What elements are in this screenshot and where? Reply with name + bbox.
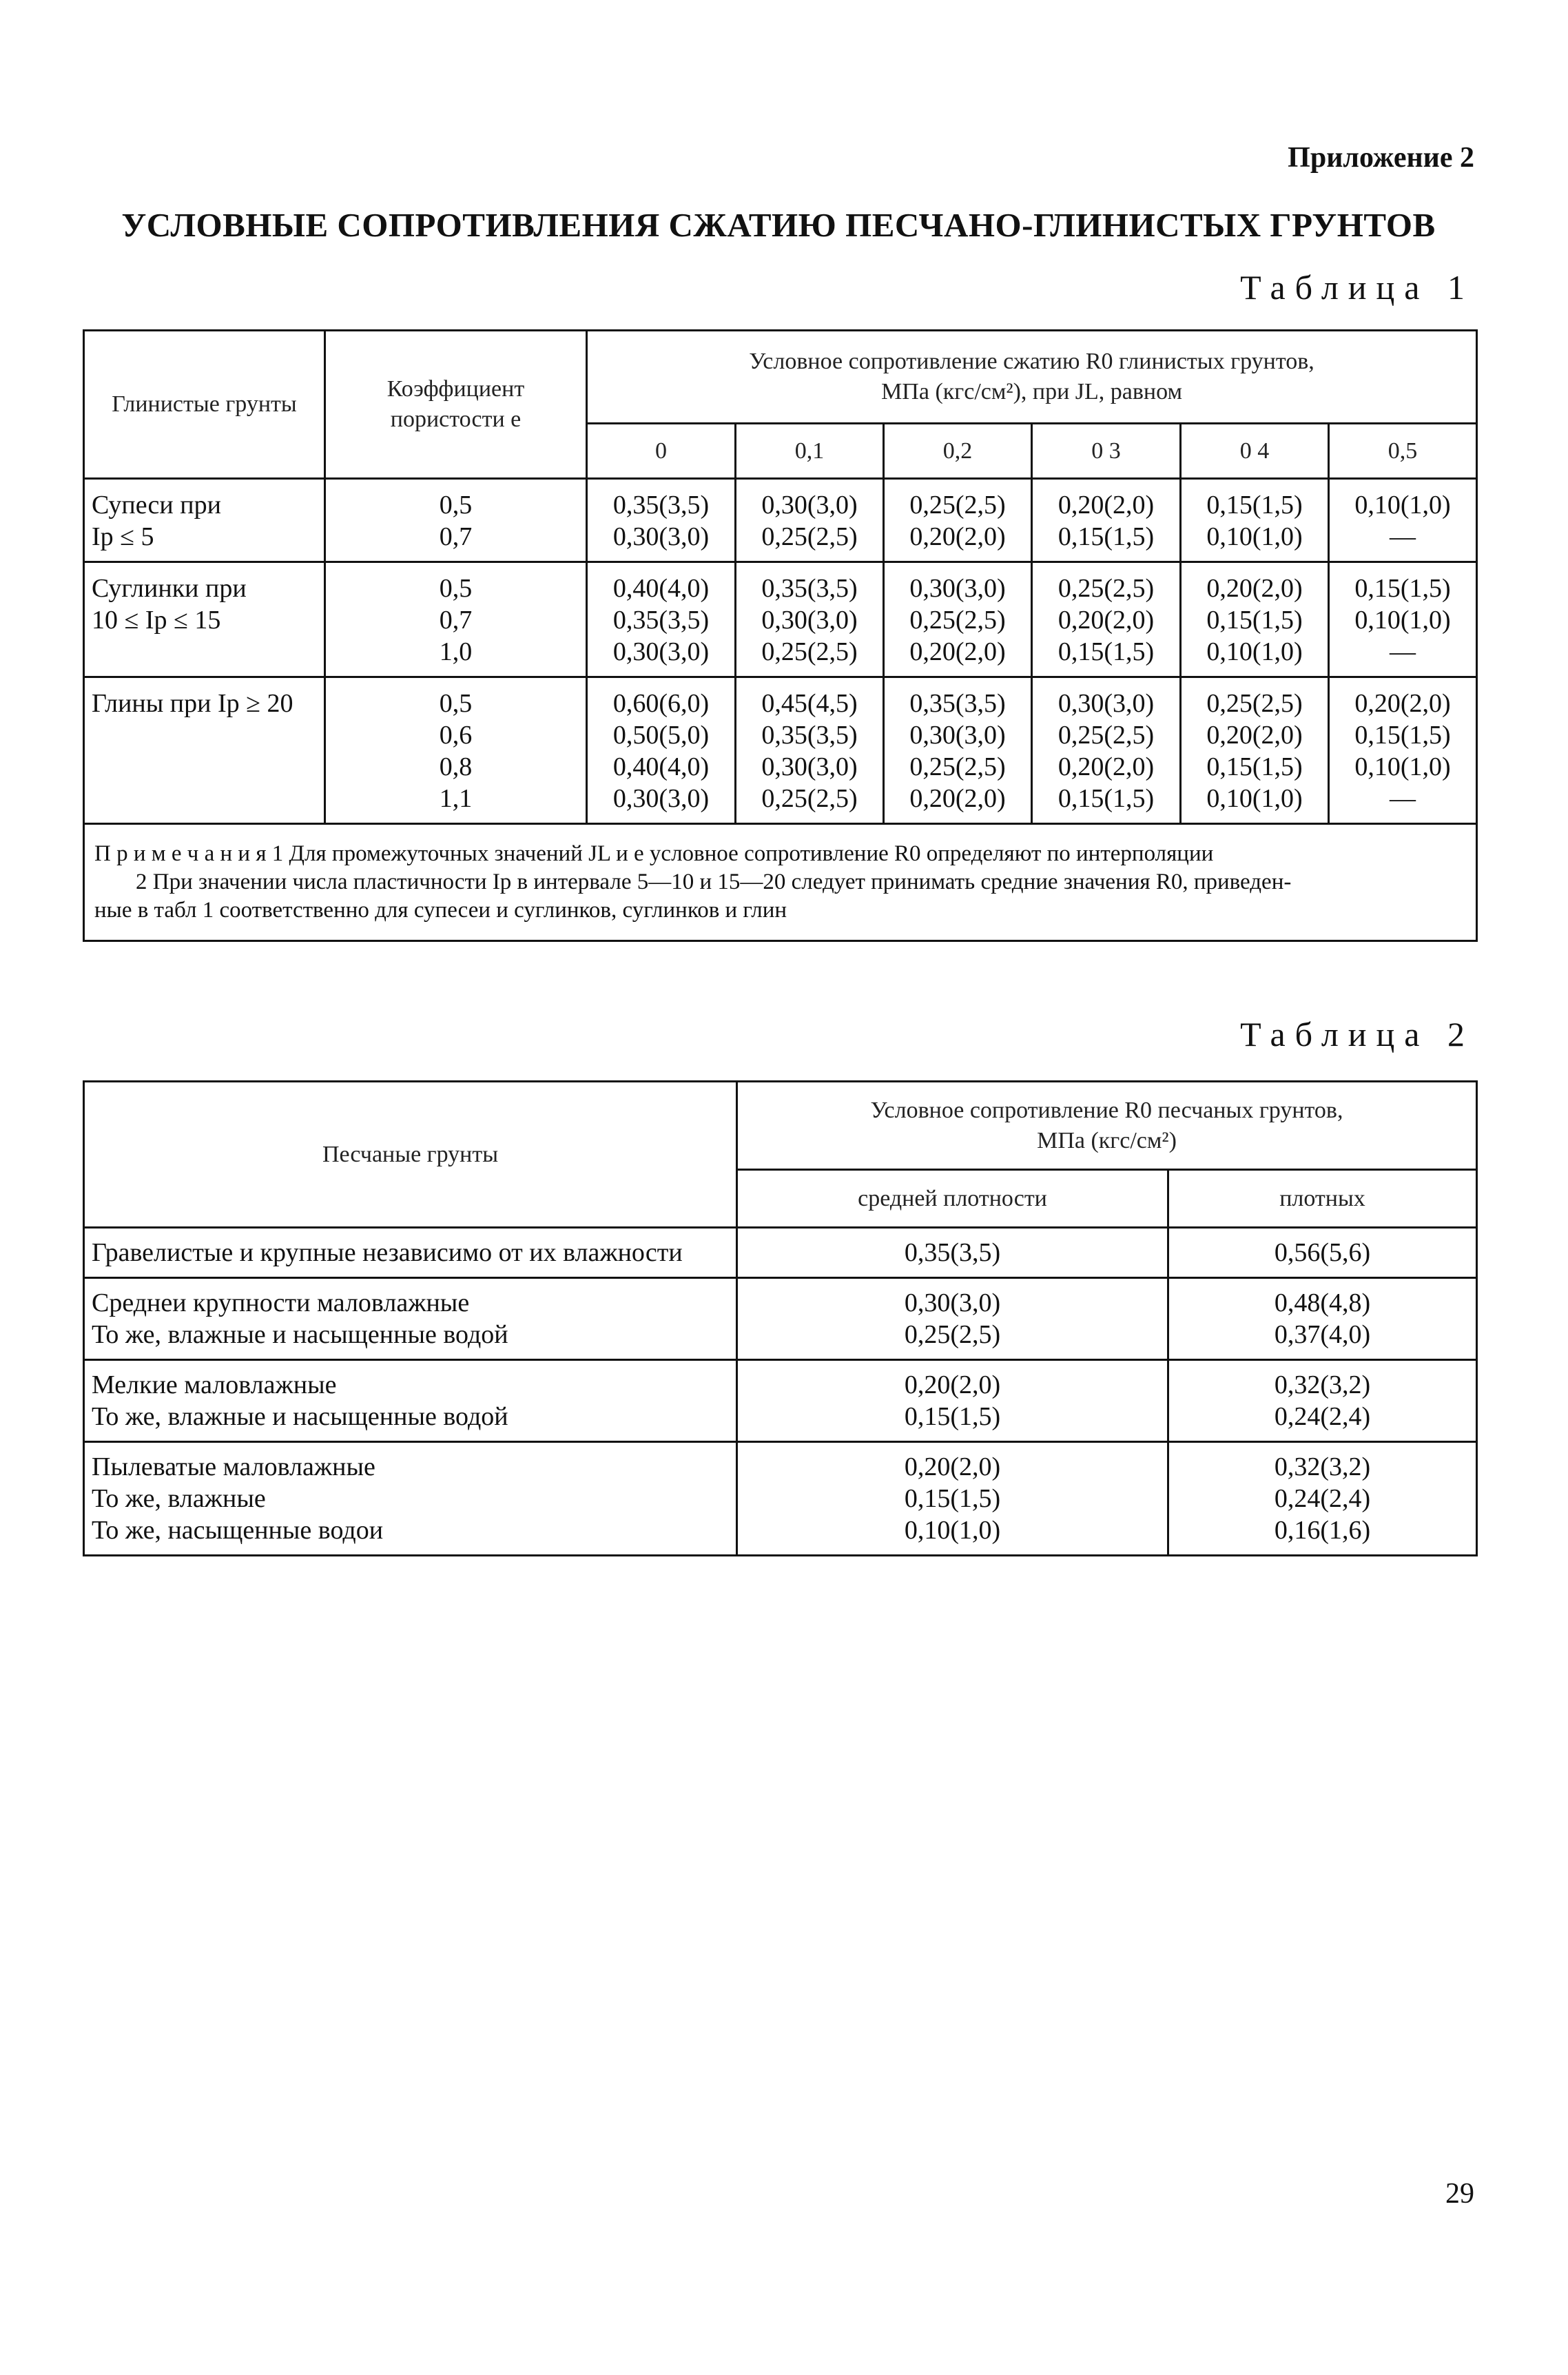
dense-value: 0,48(4,8) xyxy=(1274,1288,1371,1317)
table-row xyxy=(84,677,1477,824)
porosity-cell xyxy=(325,677,587,824)
porosity-value: 1,0 xyxy=(439,637,473,666)
resistance-value: 0,25(2,5) xyxy=(909,491,1006,520)
header-resistance-line2: МПа (кгс/см²), при JL, равном xyxy=(881,379,1182,404)
resistance-cell xyxy=(587,479,736,562)
dense-value-cell xyxy=(1168,1228,1477,1278)
resistance-cell xyxy=(736,479,884,562)
resistance-value: — xyxy=(1390,522,1416,551)
resistance-value: 0,25(2,5) xyxy=(1206,689,1303,718)
header-clay-soils: Глинистые грунты xyxy=(84,331,325,479)
resistance-value: 0,30(3,0) xyxy=(612,784,710,813)
soil-name: Суглинки при xyxy=(92,574,247,603)
porosity-cell xyxy=(325,479,587,562)
resistance-value: 0,20(2,0) xyxy=(1058,491,1155,520)
resistance-value: 0,10(1,0) xyxy=(1206,784,1303,813)
header-jl-value: 0 3 xyxy=(1032,424,1181,479)
resistance-value: 0,30(3,0) xyxy=(909,721,1006,750)
resistance-cell xyxy=(1032,479,1181,562)
soil-name-cell xyxy=(84,562,325,677)
porosity-cell xyxy=(325,562,587,677)
sand-name: То же, насыщенные водои xyxy=(92,1516,384,1545)
soil-name: Супеси при xyxy=(92,491,221,520)
resistance-value: 0,20(2,0) xyxy=(1206,721,1303,750)
table-row xyxy=(84,562,1477,677)
resistance-cell xyxy=(1181,677,1329,824)
soil-name: 10 ≤ Ip ≤ 15 xyxy=(92,606,221,635)
header-sandy-line2: МПа (кгс/см²) xyxy=(1037,1127,1177,1153)
resistance-value: 0,20(2,0) xyxy=(909,637,1006,666)
resistance-value: 0,20(2,0) xyxy=(1058,606,1155,635)
resistance-value: 0,25(2,5) xyxy=(909,606,1006,635)
header-sandy-resistance xyxy=(737,1082,1477,1170)
resistance-value: 0,25(2,5) xyxy=(761,637,858,666)
header-resistance-group xyxy=(587,331,1477,424)
header-medium-density: средней плотности xyxy=(737,1170,1168,1228)
resistance-cell xyxy=(884,677,1032,824)
resistance-value: 0,15(1,5) xyxy=(1354,574,1451,603)
table-row xyxy=(84,1228,1477,1278)
sand-name-cell xyxy=(84,1360,737,1442)
appendix-label: Приложение 2 xyxy=(1288,142,1474,174)
soil-name: Глины при Ip ≥ 20 xyxy=(92,689,293,718)
table-row xyxy=(84,1442,1477,1556)
sand-name: Гравелистые и крупные независимо от их влажности xyxy=(92,1238,683,1267)
medium-value: 0,25(2,5) xyxy=(904,1320,1001,1349)
medium-value: 0,15(1,5) xyxy=(904,1484,1001,1513)
resistance-value: 0,30(3,0) xyxy=(761,752,858,781)
resistance-cell xyxy=(736,677,884,824)
porosity-value: 0,7 xyxy=(439,606,473,635)
resistance-value: 0,35(3,5) xyxy=(761,574,858,603)
table-row xyxy=(84,479,1477,562)
resistance-value: 0,35(3,5) xyxy=(612,606,710,635)
porosity-value: 0,6 xyxy=(439,721,473,750)
table1-notes xyxy=(84,824,1477,941)
resistance-cell xyxy=(1032,562,1181,677)
resistance-value: 0,30(3,0) xyxy=(761,606,858,635)
medium-value: 0,10(1,0) xyxy=(904,1516,1001,1545)
resistance-value: 0,50(5,0) xyxy=(612,721,710,750)
medium-value-cell xyxy=(737,1228,1168,1278)
resistance-value: 0,25(2,5) xyxy=(1058,574,1155,603)
table-row xyxy=(84,1360,1477,1442)
dense-value: 0,56(5,6) xyxy=(1274,1238,1371,1267)
resistance-value: 0,35(3,5) xyxy=(612,491,710,520)
header-resistance-line1: Условное сопротивление сжатию R0 глинистых грунтов, xyxy=(749,349,1314,374)
resistance-value: 0,25(2,5) xyxy=(1058,721,1155,750)
resistance-value: 0,40(4,0) xyxy=(612,574,710,603)
resistance-value: 0,10(1,0) xyxy=(1354,606,1451,635)
resistance-value: 0,15(1,5) xyxy=(1354,721,1451,750)
medium-value: 0,20(2,0) xyxy=(904,1452,1001,1481)
resistance-cell xyxy=(1329,677,1477,824)
resistance-value: 0,20(2,0) xyxy=(1206,574,1303,603)
table-row xyxy=(84,1278,1477,1360)
note-line-3: ные в табл 1 соответственно для супесеи и суглинков, суглинков и глин xyxy=(94,898,787,923)
medium-value: 0,35(3,5) xyxy=(904,1238,1001,1267)
header-jl-value: 0 xyxy=(587,424,736,479)
header-sandy-soils: Песчаные грунты xyxy=(84,1082,737,1228)
dense-value: 0,16(1,6) xyxy=(1274,1516,1371,1545)
resistance-value: — xyxy=(1390,784,1416,813)
sand-name: То же, влажные и насыщенные водой xyxy=(92,1320,508,1349)
resistance-value: 0,30(3,0) xyxy=(909,574,1006,603)
resistance-cell xyxy=(587,677,736,824)
header-dense: плотных xyxy=(1168,1170,1477,1228)
resistance-value: 0,30(3,0) xyxy=(612,522,710,551)
soil-name: Ip ≤ 5 xyxy=(92,522,154,551)
page-title: УСЛОВНЫЕ СОПРОТИВЛЕНИЯ СЖАТИЮ ПЕСЧАНО-ГЛИНИСТЫХ ГРУНТОВ xyxy=(121,206,1436,244)
resistance-value: 0,15(1,5) xyxy=(1058,637,1155,666)
soil-name-cell xyxy=(84,479,325,562)
header-porosity-line2: пористости e xyxy=(390,407,522,432)
resistance-cell xyxy=(736,562,884,677)
dense-value: 0,24(2,4) xyxy=(1274,1402,1371,1431)
table2-caption: Таблица 2 xyxy=(1240,1015,1474,1053)
sand-name-cell xyxy=(84,1228,737,1278)
resistance-value: 0,30(3,0) xyxy=(1058,689,1155,718)
resistance-value: 0,35(3,5) xyxy=(909,689,1006,718)
medium-value: 0,20(2,0) xyxy=(904,1370,1001,1399)
resistance-value: 0,20(2,0) xyxy=(909,784,1006,813)
resistance-cell xyxy=(1181,562,1329,677)
resistance-cell xyxy=(884,562,1032,677)
dense-value: 0,24(2,4) xyxy=(1274,1484,1371,1513)
header-jl-value: 0 4 xyxy=(1181,424,1329,479)
resistance-cell xyxy=(1181,479,1329,562)
header-jl-value: 0,5 xyxy=(1329,424,1477,479)
resistance-value: — xyxy=(1390,637,1416,666)
resistance-value: 0,15(1,5) xyxy=(1206,606,1303,635)
header-porosity xyxy=(325,331,587,479)
dense-value: 0,32(3,2) xyxy=(1274,1370,1371,1399)
medium-value-cell xyxy=(737,1360,1168,1442)
porosity-value: 0,5 xyxy=(439,689,473,718)
resistance-value: 0,20(2,0) xyxy=(909,522,1006,551)
porosity-value: 0,8 xyxy=(439,752,473,781)
header-jl-value: 0,1 xyxy=(736,424,884,479)
resistance-value: 0,25(2,5) xyxy=(761,522,858,551)
sand-name: То же, влажные xyxy=(92,1484,266,1513)
dense-value-cell xyxy=(1168,1442,1477,1556)
medium-value-cell xyxy=(737,1442,1168,1556)
table2-sandy-soils xyxy=(83,1080,1478,1556)
resistance-value: 0,25(2,5) xyxy=(761,784,858,813)
resistance-value: 0,10(1,0) xyxy=(1206,522,1303,551)
resistance-value: 0,40(4,0) xyxy=(612,752,710,781)
resistance-value: 0,10(1,0) xyxy=(1354,491,1451,520)
porosity-value: 0,7 xyxy=(439,522,473,551)
medium-value: 0,15(1,5) xyxy=(904,1402,1001,1431)
sand-name-cell xyxy=(84,1442,737,1556)
header-porosity-line1: Коэффициент xyxy=(386,376,525,402)
porosity-value: 1,1 xyxy=(439,784,473,813)
sand-name: Мелкие маловлажные xyxy=(92,1370,337,1399)
sand-name: То же, влажные и насыщенные водой xyxy=(92,1402,508,1431)
header-sandy-line1: Условное сопротивление R0 песчаных грунтов, xyxy=(870,1097,1343,1123)
table1-caption: Таблица 1 xyxy=(1240,268,1474,307)
dense-value: 0,37(4,0) xyxy=(1274,1320,1371,1349)
dense-value-cell xyxy=(1168,1360,1477,1442)
resistance-value: 0,10(1,0) xyxy=(1206,637,1303,666)
medium-value: 0,30(3,0) xyxy=(904,1288,1001,1317)
resistance-value: 0,35(3,5) xyxy=(761,721,858,750)
porosity-value: 0,5 xyxy=(439,574,473,603)
resistance-value: 0,15(1,5) xyxy=(1206,752,1303,781)
resistance-value: 0,30(3,0) xyxy=(761,491,858,520)
table1-clay-soils xyxy=(83,329,1478,942)
header-jl-value: 0,2 xyxy=(884,424,1032,479)
dense-value: 0,32(3,2) xyxy=(1274,1452,1371,1481)
resistance-value: 0,45(4,5) xyxy=(761,689,858,718)
resistance-value: 0,10(1,0) xyxy=(1354,752,1451,781)
note-line-1: П р и м е ч а н и я 1 Для промежуточных значений JL и e условное сопротивление R0 определяют по интерполяции xyxy=(94,841,1214,866)
sand-name: Среднеи крупности маловлажные xyxy=(92,1288,470,1317)
resistance-value: 0,25(2,5) xyxy=(909,752,1006,781)
medium-value-cell xyxy=(737,1278,1168,1360)
note-line-2: 2 При значении числа пластичности Ip в интервале 5—10 и 15—20 следует принимать средние значения R0, приведен- xyxy=(136,870,1292,894)
sand-name-cell xyxy=(84,1278,737,1360)
resistance-cell xyxy=(587,562,736,677)
porosity-value: 0,5 xyxy=(439,491,473,520)
resistance-cell xyxy=(1032,677,1181,824)
soil-name-cell xyxy=(84,677,325,824)
resistance-cell xyxy=(884,479,1032,562)
resistance-value: 0,60(6,0) xyxy=(612,689,710,718)
resistance-value: 0,15(1,5) xyxy=(1206,491,1303,520)
resistance-value: 0,15(1,5) xyxy=(1058,522,1155,551)
page-number: 29 xyxy=(1445,2178,1474,2210)
resistance-cell xyxy=(1329,562,1477,677)
resistance-cell xyxy=(1329,479,1477,562)
resistance-value: 0,20(2,0) xyxy=(1058,752,1155,781)
sand-name: Пылеватые маловлажные xyxy=(92,1452,375,1481)
resistance-value: 0,30(3,0) xyxy=(612,637,710,666)
resistance-value: 0,15(1,5) xyxy=(1058,784,1155,813)
resistance-value: 0,20(2,0) xyxy=(1354,689,1451,718)
dense-value-cell xyxy=(1168,1278,1477,1360)
